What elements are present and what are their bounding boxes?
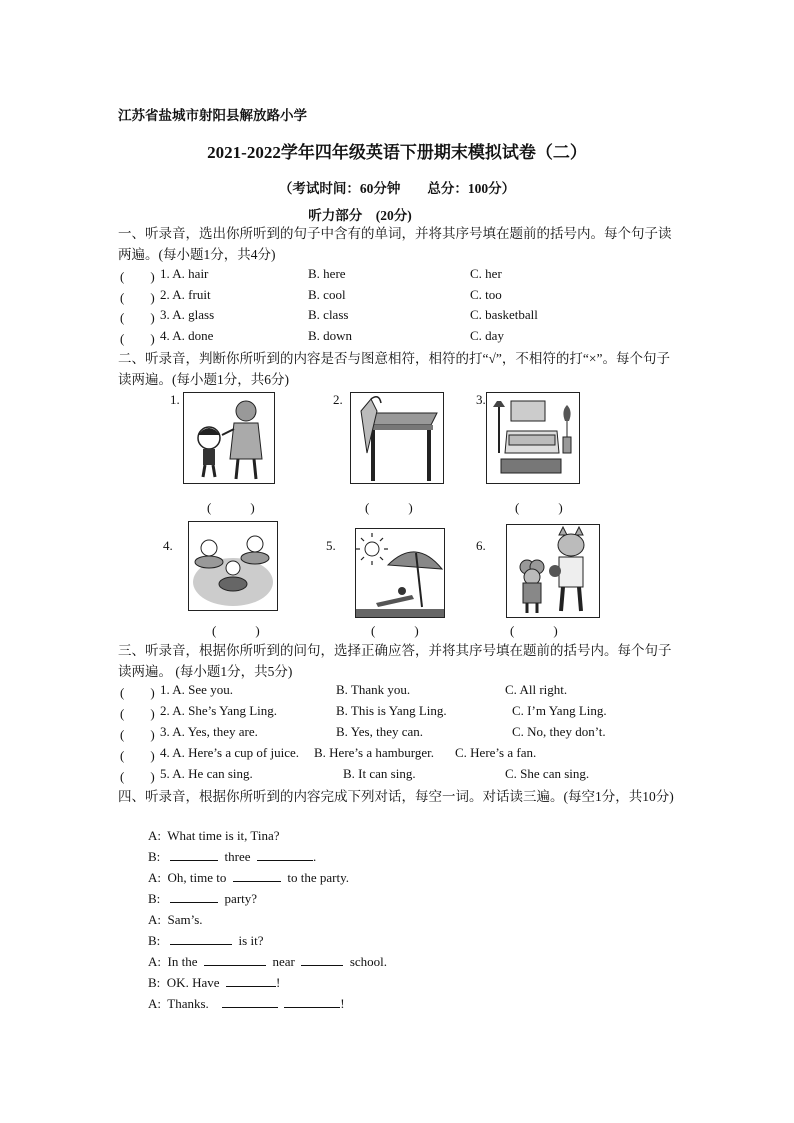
dialogue-line: B: three .	[148, 849, 317, 864]
answer-paren[interactable]: ( )	[120, 269, 155, 284]
option-a: 4. A. done	[160, 327, 214, 343]
answer-blank[interactable]	[170, 891, 218, 903]
answer-blank[interactable]	[233, 870, 281, 882]
q4-instruction: 四、听录音，根据你所听到的内容完成下列对话，每空一词。对话读三遍。(每空1分，共10分)	[118, 789, 674, 804]
option-c: C. day	[470, 327, 504, 343]
answer-blank[interactable]	[284, 996, 340, 1008]
answer-blank[interactable]	[257, 849, 313, 861]
answer-paren[interactable]: ( )	[120, 769, 155, 784]
answer-paren[interactable]: ( )	[120, 330, 155, 346]
option-b: B. It can sing.	[343, 766, 416, 781]
option-b: B. Yes, they can.	[336, 724, 424, 739]
picture-living-room	[486, 392, 580, 484]
dialogue-line: B: OK. Have !	[148, 975, 281, 990]
option-c: C. basketball	[470, 307, 538, 322]
answer-paren[interactable]: ( )	[120, 310, 155, 325]
q2-instruction: 二、听录音，判断你所听到的内容是否与图意相符，相符的打“√”，不相符的打“×”。每个句子读两遍。(每小题1分，共6分)	[118, 351, 670, 387]
exam-title: 2021-2022学年四年级英语下册期末模拟试卷（二）	[207, 143, 587, 162]
picture-number: 1.	[170, 392, 180, 407]
answer-blank[interactable]	[226, 975, 276, 987]
section-heading: 听力部分 (20分)	[308, 208, 412, 223]
answer-blank[interactable]	[170, 849, 218, 861]
answer-blank[interactable]	[301, 954, 343, 966]
list-item	[0, 703, 794, 724]
option-a: 2. A. She’s Yang Ling.	[160, 703, 278, 718]
answer-blank[interactable]	[222, 996, 278, 1008]
answer-paren[interactable]: ( )	[212, 623, 260, 638]
q3-items	[0, 682, 794, 787]
answer-paren[interactable]: ( )	[120, 727, 155, 742]
answer-paren[interactable]: ( )	[120, 706, 155, 721]
picture-number: 6.	[476, 538, 486, 553]
list-item	[0, 745, 794, 766]
option-b: B. here	[308, 266, 346, 281]
list-item	[0, 766, 794, 787]
answer-paren[interactable]: ( )	[207, 500, 255, 515]
option-b: B. down	[308, 327, 353, 343]
answer-paren[interactable]: ( )	[365, 500, 413, 515]
answer-blank[interactable]	[170, 933, 232, 945]
q1-instruction: 一、听录音，选出你所听到的句子中含有的单词，并将其序号填在题前的括号内。每个句子读两遍。(每小题1分，共4分)	[118, 226, 672, 262]
option-c: C. I’m Yang Ling.	[512, 703, 607, 718]
dialogue-line: B: party?	[148, 891, 258, 906]
option-b: B. Here’s a hamburger.	[314, 745, 434, 760]
option-c: C. Here’s a fan.	[455, 745, 537, 760]
option-a: 4. A. Here’s a cup of juice.	[160, 745, 299, 760]
q1-items	[0, 266, 794, 346]
answer-paren[interactable]: ( )	[120, 748, 155, 763]
picture-number: 3.	[476, 392, 486, 407]
option-c: C. She can sing.	[505, 766, 590, 781]
list-item	[0, 287, 794, 307]
option-b: B. cool	[308, 286, 346, 302]
list-item	[0, 328, 794, 348]
exam-subtitle: （考试时间：60分钟 总分：100分）	[278, 181, 516, 196]
option-b: B. class	[308, 307, 349, 322]
q3-instruction: 三、听录音，根据你所听到的问句，选择正确应答，并将其序号填在题前的括号内。每个句子读两遍。 (每小题1分，共5分)	[118, 643, 672, 679]
option-a: 2. A. fruit	[160, 286, 211, 302]
school-name: 江苏省盐城市射阳县解放路小学	[118, 108, 307, 123]
answer-paren[interactable]: ( )	[120, 685, 155, 700]
list-item	[0, 266, 794, 286]
option-a: 3. A. Yes, they are.	[160, 724, 258, 739]
answer-blank[interactable]	[204, 954, 266, 966]
dialogue-line: B: is it?	[148, 933, 264, 948]
option-a: 3. A. glass	[160, 307, 215, 322]
picture-number: 5.	[326, 538, 336, 553]
picture-boy-and-woman	[183, 392, 275, 484]
answer-paren[interactable]: ( )	[515, 500, 563, 515]
list-item	[0, 682, 794, 703]
option-b: B. Thank you.	[336, 682, 411, 697]
picture-number: 2.	[333, 392, 343, 407]
option-b: B. This is Yang Ling.	[336, 703, 447, 718]
option-c: C. too	[470, 286, 502, 302]
option-a: 1. A. See you.	[160, 682, 233, 697]
picture-beach-umbrella	[355, 528, 445, 618]
dialogue-line: A: What time is it, Tina?	[148, 828, 280, 843]
picture-mouse-and-cat	[506, 524, 600, 618]
dialogue-line: A: Oh, time to to the party.	[148, 870, 349, 885]
option-c: C. No, they don’t.	[512, 724, 606, 739]
answer-paren[interactable]: ( )	[510, 623, 558, 638]
picture-swimming-children	[188, 521, 278, 611]
picture-number: 4.	[163, 538, 173, 553]
option-a: 1. A. hair	[160, 266, 209, 281]
dialogue-line: A: In the near school.	[148, 954, 388, 969]
option-c: C. All right.	[505, 682, 568, 697]
answer-paren[interactable]: ( )	[120, 289, 155, 305]
picture-umbrella-table	[350, 392, 444, 484]
dialogue-line: A: Thanks. !	[148, 996, 345, 1011]
answer-paren[interactable]: ( )	[371, 623, 419, 638]
option-c: C. her	[470, 266, 502, 281]
list-item	[0, 307, 794, 327]
dialogue-line: A: Sam’s.	[148, 912, 203, 927]
option-a: 5. A. He can sing.	[160, 766, 253, 781]
list-item	[0, 724, 794, 745]
